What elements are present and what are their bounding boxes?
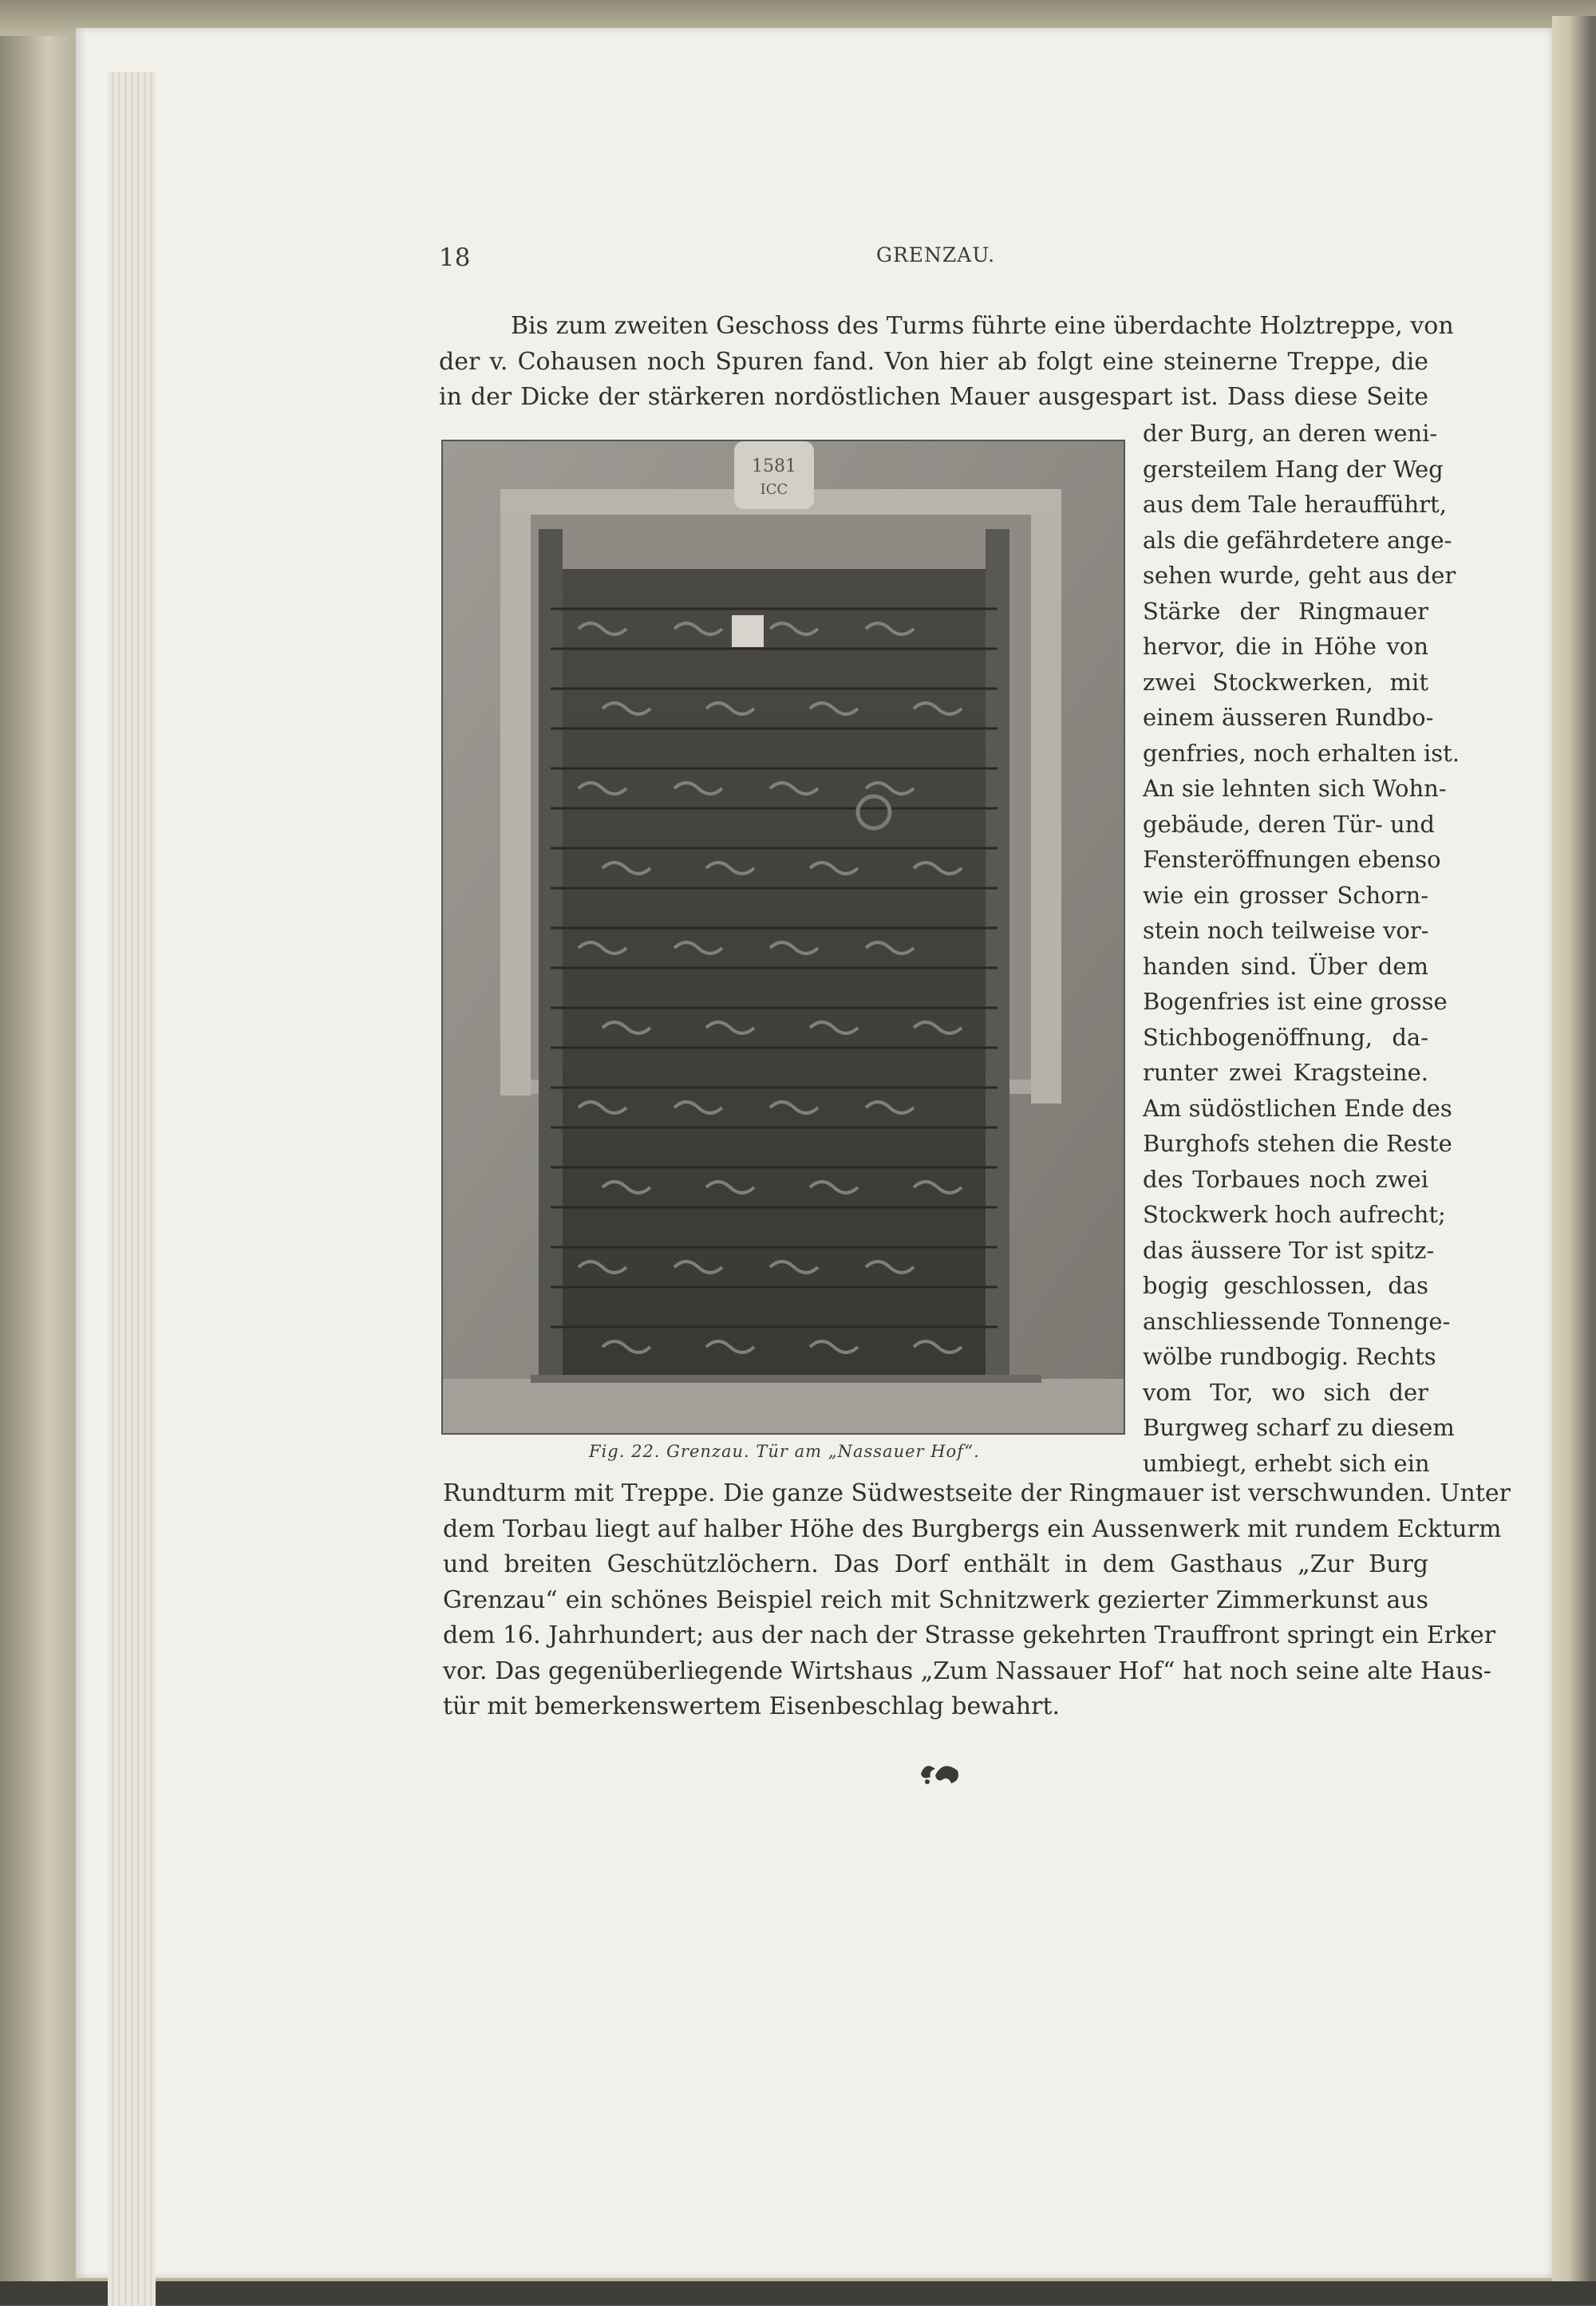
- text-line: Burghofs stehen die Reste: [1143, 1130, 1452, 1157]
- text-line: das äussere Tor ist spitz-: [1143, 1236, 1435, 1264]
- plaque-initials: ICC: [760, 481, 788, 498]
- text-line: der Burg, an deren weni-: [1143, 420, 1438, 447]
- text-line: An sie lehnten sich Wohn-: [1143, 775, 1447, 802]
- text-line: dem 16. Jahrhundert; aus der nach der Strasse gekehrten Trauffront springt ein Erker: [443, 1621, 1496, 1649]
- text-line: hervor, die in Höhe von: [1143, 633, 1428, 660]
- text-line: stein noch teilweise vor-: [1143, 917, 1429, 944]
- ornament-icon: [916, 1758, 962, 1788]
- page-number: 18: [439, 243, 471, 272]
- intro-paragraph: [439, 309, 1454, 416]
- text-line: in der Dicke der stärkeren nordöstlichen Mauer ausgespart ist. Dass diese Seite: [439, 383, 1428, 411]
- page-header: [439, 243, 1428, 275]
- text-line: genfries, noch erhalten ist.: [1143, 739, 1460, 767]
- page-stack-edge: [108, 72, 156, 2306]
- running-title: GRENZAU.: [876, 243, 996, 267]
- text-line: einem äusseren Rundbo-: [1143, 704, 1434, 731]
- text-line: anschliessende Tonnenge-: [1143, 1307, 1451, 1335]
- closing-paragraph: [443, 1476, 1511, 1725]
- text-line: vor. Das gegenüberliegende Wirtshaus „Zum Nassauer Hof“ hat noch seine alte Haus-: [443, 1656, 1491, 1685]
- text-line: Bis zum zweiten Geschoss des Turms führte eine überdachte Holztreppe, von: [511, 312, 1454, 340]
- book-right-edge: [1552, 16, 1596, 2282]
- text-line: und breiten Geschützlöchern. Das Dorf enthält in dem Gasthaus „Zur Burg: [443, 1550, 1428, 1578]
- text-line: wölbe rundbogig. Rechts: [1143, 1343, 1436, 1370]
- text-line: sehen wurde, geht aus der: [1143, 562, 1456, 589]
- text-line: umbiegt, erhebt sich ein: [1143, 1449, 1430, 1477]
- text-line: Stichbogenöffnung, da-: [1143, 1023, 1428, 1051]
- text-line: Bogenfries ist eine grosse: [1143, 988, 1448, 1015]
- text-line: Rundturm mit Treppe. Die ganze Südwestseite der Ringmauer ist verschwunden. Unter: [443, 1479, 1511, 1507]
- text-line: bogig geschlossen, das: [1143, 1272, 1428, 1299]
- text-line: vom Tor, wo sich der: [1143, 1378, 1428, 1406]
- side-column-text: [1143, 416, 1460, 1481]
- text-line: runter zwei Kragsteine.: [1143, 1059, 1428, 1086]
- text-line: Burgweg scharf zu diesem: [1143, 1414, 1455, 1441]
- figure-caption: Fig. 22. Grenzau. Tür am „Nassauer Hof“.: [589, 1442, 980, 1461]
- text-line: Stockwerk hoch aufrecht;: [1143, 1201, 1446, 1228]
- plaque-date: 1581: [752, 456, 796, 476]
- book-bottom-edge: [0, 2281, 1596, 2305]
- text-line: Am südöstlichen Ende des: [1143, 1094, 1452, 1122]
- text-line: Stärke der Ringmauer: [1143, 597, 1428, 625]
- figure-photo-door: [441, 440, 1125, 1435]
- text-line: gebäude, deren Tür- und: [1143, 810, 1435, 838]
- text-line: wie ein grosser Schorn-: [1143, 881, 1428, 909]
- text-line: zwei Stockwerken, mit: [1143, 668, 1428, 696]
- text-line: gersteilem Hang der Weg: [1143, 455, 1444, 483]
- text-line: der v. Cohausen noch Spuren fand. Von hier ab folgt eine steinerne Treppe, die: [439, 347, 1428, 376]
- text-line: als die gefährdetere ange-: [1143, 526, 1452, 554]
- text-line: tür mit bemerkenswertem Eisenbeschlag bewahrt.: [443, 1692, 1061, 1720]
- text-line: Fensteröffnungen ebenso: [1143, 846, 1441, 873]
- text-line: dem Torbau liegt auf halber Höhe des Burgbergs ein Aussenwerk mit rundem Eckturm: [443, 1514, 1502, 1543]
- door-photo-illustration: [443, 441, 1124, 1433]
- text-line: Grenzau“ ein schönes Beispiel reich mit Schnitzwerk gezierter Zimmerkunst aus: [443, 1585, 1428, 1614]
- text-line: des Torbaues noch zwei: [1143, 1165, 1428, 1193]
- text-line: handen sind. Über dem: [1143, 952, 1428, 980]
- text-line: aus dem Tale heraufführt,: [1143, 491, 1447, 518]
